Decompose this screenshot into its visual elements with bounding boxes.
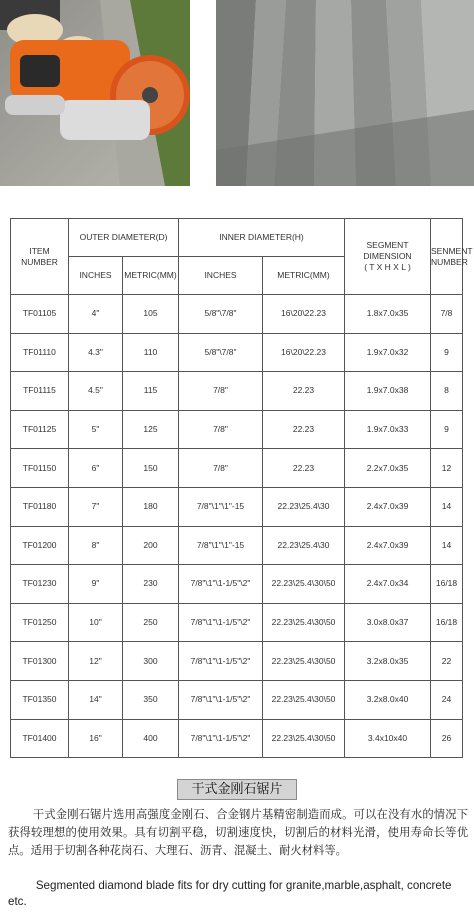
header-id-inches: INCHES (179, 257, 263, 295)
item-number-cell: TF01105 (11, 295, 69, 334)
item-number-cell: TF01230 (11, 565, 69, 604)
item-number-cell: TF01400 (11, 719, 69, 758)
id-inches-cell: 7/8" (179, 372, 263, 411)
item-number-cell: TF01250 (11, 603, 69, 642)
od-inches-cell: 7" (69, 487, 123, 526)
item-number-cell: TF01300 (11, 642, 69, 681)
segment-dimension-cell: 2.2x7.0x35 (345, 449, 431, 488)
od-metric-cell: 110 (123, 333, 179, 372)
table-body (11, 295, 463, 758)
segment-number-cell: 8 (431, 372, 463, 411)
od-metric-cell: 200 (123, 526, 179, 565)
specification-table (10, 218, 473, 758)
segment-dimension-cell: 1.9x7.0x38 (345, 372, 431, 411)
header-segment-dimension-sub: ( T X H X L ) (364, 262, 411, 272)
segment-dimension-cell: 1.9x7.0x33 (345, 410, 431, 449)
od-metric-cell: 150 (123, 449, 179, 488)
id-metric-cell: 22.23\25.4\30\50 (263, 719, 345, 758)
od-inches-cell: 9" (69, 565, 123, 604)
od-metric-cell: 400 (123, 719, 179, 758)
id-inches-cell: 7/8"\1"\1-1/5"\2" (179, 719, 263, 758)
header-segment-number (431, 219, 473, 295)
stone-slabs-photo (216, 0, 474, 186)
segment-number-cell: 16/18 (431, 565, 463, 604)
header-id-metric: METRIC(MM) (263, 257, 345, 295)
table-row (11, 642, 463, 681)
table-row (11, 719, 463, 758)
header-segment-number-line2: NUMBER (431, 256, 468, 267)
header-segment-dimension (345, 219, 431, 295)
id-inches-cell: 5/8"\7/8" (179, 295, 263, 334)
item-number-cell: TF01350 (11, 680, 69, 719)
od-inches-cell: 12" (69, 642, 123, 681)
segment-dimension-cell: 2.4x7.0x39 (345, 487, 431, 526)
table-row (11, 372, 463, 411)
id-inches-cell: 7/8"\1"\1-1/5"\2" (179, 565, 263, 604)
id-metric-cell: 22.23 (263, 372, 345, 411)
segment-number-cell: 14 (431, 526, 463, 565)
od-inches-cell: 14" (69, 680, 123, 719)
segment-number-cell: 9 (431, 410, 463, 449)
header-segment-number-line1: SENMENT (431, 245, 473, 256)
header-od-metric: METRIC(MM) (123, 257, 179, 295)
id-inches-cell: 5/8"\7/8" (179, 333, 263, 372)
od-metric-cell: 105 (123, 295, 179, 334)
segment-number-cell: 26 (431, 719, 463, 758)
segment-dimension-cell: 1.9x7.0x32 (345, 333, 431, 372)
id-inches-cell: 7/8" (179, 449, 263, 488)
segment-dimension-cell: 2.4x7.0x34 (345, 565, 431, 604)
od-inches-cell: 8" (69, 526, 123, 565)
od-inches-cell: 6" (69, 449, 123, 488)
table-row (11, 680, 463, 719)
id-metric-cell: 22.23\25.4\30 (263, 487, 345, 526)
table-row (11, 487, 463, 526)
table-row (11, 565, 463, 604)
od-inches-cell: 4" (69, 295, 123, 334)
segment-dimension-cell: 1.8x7.0x35 (345, 295, 431, 334)
segment-number-cell: 9 (431, 333, 463, 372)
table-row (11, 603, 463, 642)
id-inches-cell: 7/8" (179, 410, 263, 449)
segment-number-cell: 24 (431, 680, 463, 719)
id-metric-cell: 22.23\25.4\30 (263, 526, 345, 565)
description-english: Segmented diamond blade fits for dry cutting for granite,marble,asphalt, concrete etc. (8, 879, 452, 908)
item-number-cell: TF01125 (11, 410, 69, 449)
segment-number-cell: 12 (431, 449, 463, 488)
header-inner-diameter: INNER DIAMETER(H) (179, 219, 345, 257)
item-number-cell: TF01200 (11, 526, 69, 565)
id-metric-cell: 22.23 (263, 410, 345, 449)
header-outer-diameter: OUTER DIAMETER(D) (69, 219, 179, 257)
id-inches-cell: 7/8"\1"\1-1/5"\2" (179, 680, 263, 719)
segment-number-cell: 14 (431, 487, 463, 526)
id-metric-cell: 16\20\22.23 (263, 295, 345, 334)
segment-dimension-cell: 3.0x8.0x37 (345, 603, 431, 642)
table-row (11, 333, 463, 372)
header-od-inches: INCHES (69, 257, 123, 295)
od-inches-cell: 16" (69, 719, 123, 758)
od-metric-cell: 125 (123, 410, 179, 449)
item-number-cell: TF01115 (11, 372, 69, 411)
od-inches-cell: 4.5" (69, 372, 123, 411)
od-metric-cell: 230 (123, 565, 179, 604)
table-row (11, 410, 463, 449)
segment-number-cell: 7/8 (431, 295, 463, 334)
section-title: 干式金刚石锯片 (177, 779, 297, 800)
segment-number-cell: 22 (431, 642, 463, 681)
id-inches-cell: 7/8"\1"\1"-15 (179, 487, 263, 526)
id-inches-cell: 7/8"\1"\1-1/5"\2" (179, 603, 263, 642)
id-metric-cell: 22.23\25.4\30\50 (263, 680, 345, 719)
id-metric-cell: 22.23\25.4\30\50 (263, 603, 345, 642)
segment-dimension-cell: 2.4x7.0x39 (345, 526, 431, 565)
od-inches-cell: 10" (69, 603, 123, 642)
od-metric-cell: 350 (123, 680, 179, 719)
item-number-cell: TF01110 (11, 333, 69, 372)
description-chinese: 干式金刚石锯片选用高强度金刚石、合金钢片基精密制造而成。可以在没有水的情况下获得较理想的使用效果。具有切割平稳，切割速度快，切割后的材料光滑，使用寿命长等优点。适用于切割各种花岗石、大理石、沥青、混凝土、耐火材料等。 (8, 808, 468, 857)
header-segment-dimension-label: SEGMENT DIMENSION (363, 240, 412, 261)
table-row (11, 526, 463, 565)
od-metric-cell: 115 (123, 372, 179, 411)
id-inches-cell: 7/8"\1"\1"-15 (179, 526, 263, 565)
id-inches-cell: 7/8"\1"\1-1/5"\2" (179, 642, 263, 681)
header-item-number: ITEM NUMBER (11, 219, 69, 295)
id-metric-cell: 22.23\25.4\30\50 (263, 565, 345, 604)
cutting-saw-photo (0, 0, 190, 186)
od-inches-cell: 5" (69, 410, 123, 449)
od-metric-cell: 180 (123, 487, 179, 526)
id-metric-cell: 22.23\25.4\30\50 (263, 642, 345, 681)
od-metric-cell: 300 (123, 642, 179, 681)
segment-dimension-cell: 3.2x8.0x35 (345, 642, 431, 681)
table-row (11, 295, 463, 334)
id-metric-cell: 16\20\22.23 (263, 333, 345, 372)
item-number-cell: TF01180 (11, 487, 69, 526)
table-row (11, 449, 463, 488)
segment-dimension-cell: 3.2x8.0x40 (345, 680, 431, 719)
od-inches-cell: 4.3" (69, 333, 123, 372)
id-metric-cell: 22.23 (263, 449, 345, 488)
segment-number-cell: 16/18 (431, 603, 463, 642)
segment-dimension-cell: 3.4x10x40 (345, 719, 431, 758)
od-metric-cell: 250 (123, 603, 179, 642)
item-number-cell: TF01150 (11, 449, 69, 488)
